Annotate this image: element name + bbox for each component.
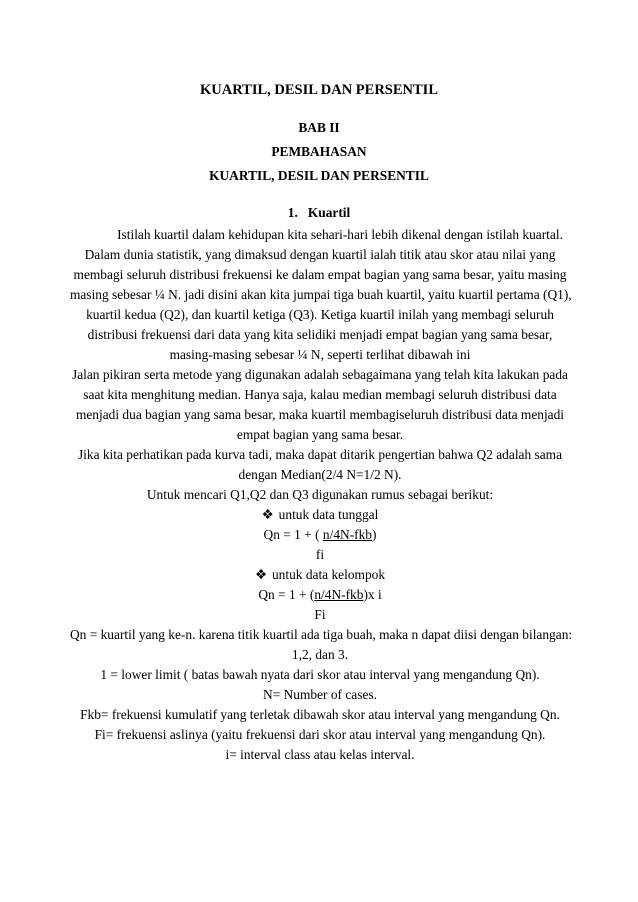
formula-denominator: Fi (314, 607, 326, 622)
definition-line: 1,2, dan 3. (291, 647, 349, 662)
formula-numerator: n/4N-fkb (322, 527, 372, 542)
paragraph-line: Untuk mencari Q1,Q2 dan Q3 digunakan rumus sebagai berikut: (146, 487, 494, 502)
definition-line: Fi= frekuensi aslinya (yaitu frekuensi dari skor atau interval yang mengandung Qn). (94, 727, 546, 742)
subheading-text: Kuartil (307, 205, 351, 220)
paragraph-line: saat kita menghitung median. Hanya saja, kalau median membagi seluruh distribusi data (83, 387, 557, 402)
paragraph-line: Istilah kuartil dalam kehidupan kita sehari-hari lebih dikenal dengan istilah kuartal. (117, 227, 563, 242)
bullet-text: untuk data kelompok (271, 567, 386, 582)
paragraph-line: Jika kita perhatikan pada kurva tadi, maka dapat ditarik pengertian bahwa Q2 adalah sama (77, 447, 563, 462)
formula-suffix: ) (372, 527, 377, 542)
bullet-text: untuk data tunggal (278, 507, 379, 522)
paragraph-line: menjadi dua bagian yang sama besar, maka kuartil membagiseluruh distribusi data menjadi (75, 407, 565, 422)
formula-prefix: Qn = 1 + ( (263, 527, 323, 542)
definition-line: Qn = kuartil yang ke-n. karena titik kuartil ada tiga buah, maka n dapat diisi dengan bilangan: (70, 627, 573, 642)
document-title: KUARTIL, DESIL DAN PERSENTIL (200, 82, 438, 98)
chapter-label: BAB II (298, 120, 340, 135)
definition-line: Fkb= frekuensi kumulatif yang terletak dibawah skor atau interval yang mengandung Qn. (80, 707, 560, 722)
paragraph-line: masing sebesar ¼ N. jadi disini akan kita jumpai tiga buah kuartil, yaitu kuartil pertama (Q1), (70, 287, 572, 302)
definition-line: 1 = lower limit ( batas bawah nyata dari skor atau interval yang mengandung Qn). (100, 667, 540, 682)
paragraph-line: kuartil kedua (Q2), dan kuartil ketiga (Q3). Ketiga kuartil inilah yang membagi seluruh (86, 307, 554, 322)
paragraph-line: distribusi frekuensi dari data yang kita selidiki menjadi empat bagian yang sama besar, (87, 327, 553, 342)
diamond-bullet-icon: ❖ (261, 507, 274, 522)
paragraph-line: membagi seluruh distribusi frekuensi ke dalam empat bagian yang sama besar, yaitu masing (73, 267, 567, 282)
section-title: KUARTIL, DESIL DAN PERSENTIL (209, 168, 429, 183)
paragraph-line: empat bagian yang sama besar. (236, 427, 404, 442)
definition-line: N= Number of cases. (263, 687, 377, 702)
formula (70, 585, 570, 605)
subheading-number: 1. (287, 205, 298, 220)
formula-suffix: )x i (363, 587, 382, 602)
diamond-bullet-icon: ❖ (254, 567, 267, 582)
body-text (70, 225, 573, 765)
subheading (0, 203, 638, 223)
paragraph-line: dengan Median(2/4 N=1/2 N). (238, 467, 402, 482)
formula-denominator: fi (315, 547, 325, 562)
section-label: PEMBAHASAN (271, 144, 367, 159)
definition-line: i= interval class atau kelas interval. (225, 747, 415, 762)
formula-numerator: n/4N-fkb (314, 587, 364, 602)
bullet-item (70, 505, 570, 525)
paragraph-line: Dalam dunia statistik, yang dimaksud dengan kuartil ialah titik atau skor atau nilai yang (84, 247, 556, 262)
formula (70, 525, 570, 545)
paragraph-line: masing-masing sebesar ¼ N, seperti terlihat dibawah ini (169, 347, 471, 362)
bullet-item (70, 565, 570, 585)
paragraph-line: Jalan pikiran serta metode yang digunakan adalah sebagaimana yang telah kita lakukan pada (71, 367, 568, 382)
formula-prefix: Qn = 1 + ( (258, 587, 315, 602)
